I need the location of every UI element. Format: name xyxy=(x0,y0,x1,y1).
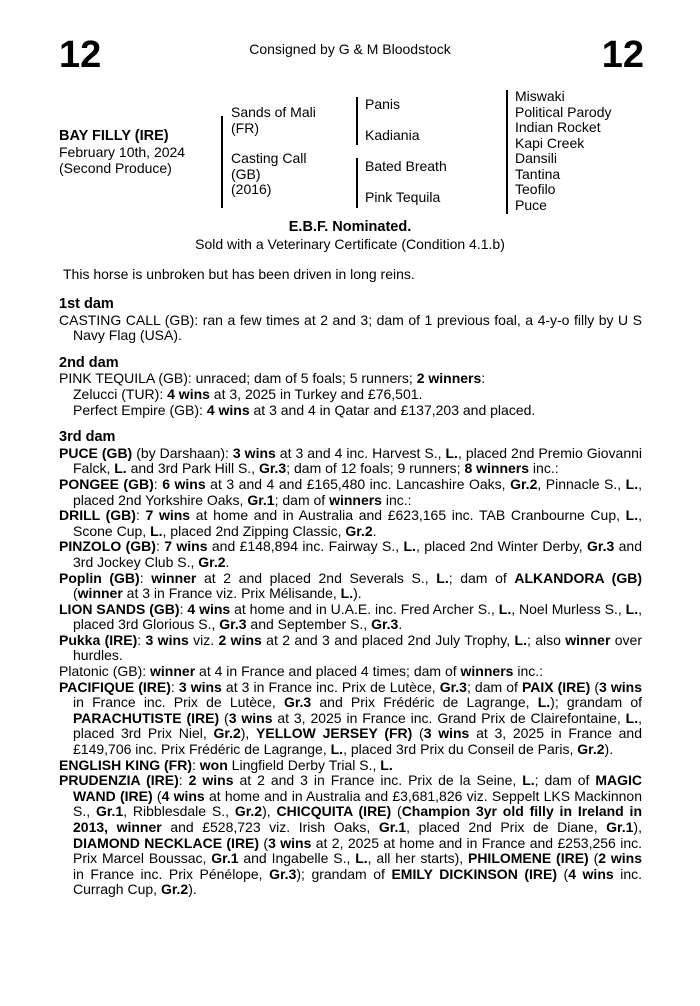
gen3-8: Puce xyxy=(515,196,547,213)
pedigree-bracket-3 xyxy=(506,90,508,214)
pacifique-entry: PACIFIQUE (IRE): 3 wins at 3 in France inc. Prix de Lutèce, Gr.3; dam of PAIX (IRE) (3 wins in France inc. Prix de Lutèce, Gr.3 and Prix Frédéric de Lagrange, L.); grandam of PARACHUTISTE (IRE) (3 wins at 3, 2025 in France inc. Grand Prix de Clairefontaine, L., placed 3rd Prix Niel, Gr.2), YELLOW JERSEY (FR) (3 wins at 3, 2025 in France and £149,706 inc. Prix Frédéric de Lagrange, L., placed 3rd Prix du Conseil de Paris, Gr.2). xyxy=(59,678,643,758)
prudenzia-entry: PRUDENZIA (IRE): 2 wins at 2 and 3 in France inc. Prix de la Seine, L.; dam of MAGIC WAND (IRE) (4 wins at home and in Australia and £3,681,826 viz. Seppelt LKS Mackinnon S., Gr.1, Ribblesdale S., Gr.2), CHICQUITA (IRE) (Champion 3yr old filly in Ireland in 2013, winner and £528,723 viz. Irish Oaks, Gr.1, placed 2nd Prix de Diane, Gr.1), DIAMOND NECKLACE (IRE) (3 wins at 2, 2025 at home and in France and £253,256 inc. Prix Marcel Boussac, Gr.1 and Ingabelle S., L., all her starts), PHILOMENE (IRE) (2 wins in France inc. Prix Pénélope, Gr.3); grandam of EMILY DICKINSON (IRE) (4 wins inc. Curragh Cup, Gr.2). xyxy=(59,772,643,898)
third-dam-heading: 3rd dam xyxy=(59,429,116,446)
dam-country: (GB) xyxy=(231,165,261,182)
gen3-7: Teofilo xyxy=(515,181,556,197)
gen3-3: Indian Rocket xyxy=(515,119,601,135)
gen3-6: Tantina xyxy=(515,165,561,182)
pedigree-sire xyxy=(231,105,316,136)
pongee-entry: PONGEE (GB): 6 wins at 3 and 4 and £165,480 inc. Lancashire Oaks, Gr.2, Pinnacle S., L., placed 2nd Yorkshire Oaks, Gr.1; dam of winners inc.: xyxy=(59,475,642,508)
gen3-1: Miswaki xyxy=(515,88,565,104)
pedigree-gen3 xyxy=(515,89,612,213)
horse-name: BAY FILLY (IRE) xyxy=(59,128,169,144)
gen2-sire-sire: Panis xyxy=(365,96,401,112)
lot-number-right: 12 xyxy=(601,34,644,76)
pedigree-dam xyxy=(231,151,306,198)
gen3-2: Political Parody xyxy=(515,103,612,120)
pedigree-bracket-1 xyxy=(221,116,223,208)
produce-note: (Second Produce) xyxy=(59,160,172,176)
perfect-empire-entry: Perfect Empire (GB): 4 wins at 3 and 4 in Qatar and £137,203 and placed. xyxy=(73,401,536,418)
drill-entry: DRILL (GB): 7 wins at home and in Australia and £623,165 inc. TAB Cranbourne Cup, L., Scone Cup, L., placed 2nd Zipping Classic, Gr.2. xyxy=(59,507,643,539)
pedigree-bracket-2a xyxy=(356,97,358,145)
foaling-date: February 10th, 2024 xyxy=(59,144,186,160)
sire-country: (FR) xyxy=(231,119,259,136)
horse-info xyxy=(59,128,185,176)
first-dam-heading: 1st dam xyxy=(59,296,114,312)
gen2-dam-sire: Bated Breath xyxy=(365,158,447,174)
english-king-entry: ENGLISH KING (FR): won Lingfield Derby Trial S., L. xyxy=(59,756,393,773)
second-dam-heading: 2nd dam xyxy=(59,354,119,371)
catalogue-body xyxy=(59,297,642,898)
second-dam-text: PINK TEQUILA (GB): unraced; dam of 5 foals; 5 runners; 2 winners: xyxy=(59,370,486,387)
platonic-entry: Platonic (GB): winner at 4 in France and placed 4 times; dam of winners inc.: xyxy=(59,663,544,680)
zelucci-entry: Zelucci (TUR): 4 wins at 3, 2025 in Turkey and £76,501. xyxy=(73,385,423,402)
poplin-entry: Poplin (GB): winner at 2 and placed 2nd Severals S., L.; dam of ALKANDORA (GB) (winner at 3 in France viz. Prix Mélisande, L.). xyxy=(59,569,643,602)
gen2-dam-dam: Pink Tequila xyxy=(365,189,441,205)
gen2-sire-dam: Kadiania xyxy=(365,127,420,143)
vet-certificate: Sold with a Veterinary Certificate (Condition 4.1.b) xyxy=(195,236,505,252)
ebf-nomination: E.B.F. Nominated. xyxy=(288,219,412,235)
unbroken-note: This horse is unbroken but has been driven in long reins. xyxy=(63,266,415,282)
first-dam-text: CASTING CALL (GB): ran a few times at 2 and 3; dam of 1 previous foal, a 4-y-o filly by U S Navy Flag (USA). xyxy=(59,311,642,344)
pukka-entry: Pukka (IRE): 3 wins viz. 2 wins at 2 and 3 and placed 2nd July Trophy, L.; also winner over hurdles. xyxy=(59,631,643,664)
pinzolo-entry: PINZOLO (GB): 7 wins and £148,894 inc. Fairway S., L., placed 2nd Winter Derby, Gr.3 and 3rd Jockey Club S., Gr.2. xyxy=(59,538,643,570)
dam-name: Casting Call xyxy=(231,150,307,166)
puce-entry: PUCE (GB) (by Darshaan): 3 wins at 3 and 4 inc. Harvest S., L., placed 2nd Premio Giovanni Falck, L. and 3rd Park Hill S., Gr.3; dam of 12 foals; 9 runners; 8 winners inc.: xyxy=(59,444,642,477)
consignor: Consigned by G & M Bloodstock xyxy=(249,41,451,57)
dam-year: (2016) xyxy=(231,181,272,197)
gen3-4: Kapi Creek xyxy=(515,134,585,151)
lion-sands-entry: LION SANDS (GB): 4 wins at home and in U.A.E. inc. Fred Archer S., L., Noel Murless S., L., placed 3rd Glorious S., Gr.3 and September S., Gr.3. xyxy=(59,600,642,633)
lot-number-left: 12 xyxy=(59,34,102,76)
pedigree-bracket-2b xyxy=(356,158,358,208)
sire-name: Sands of Mali xyxy=(231,104,316,120)
gen3-5: Dansili xyxy=(515,150,558,166)
